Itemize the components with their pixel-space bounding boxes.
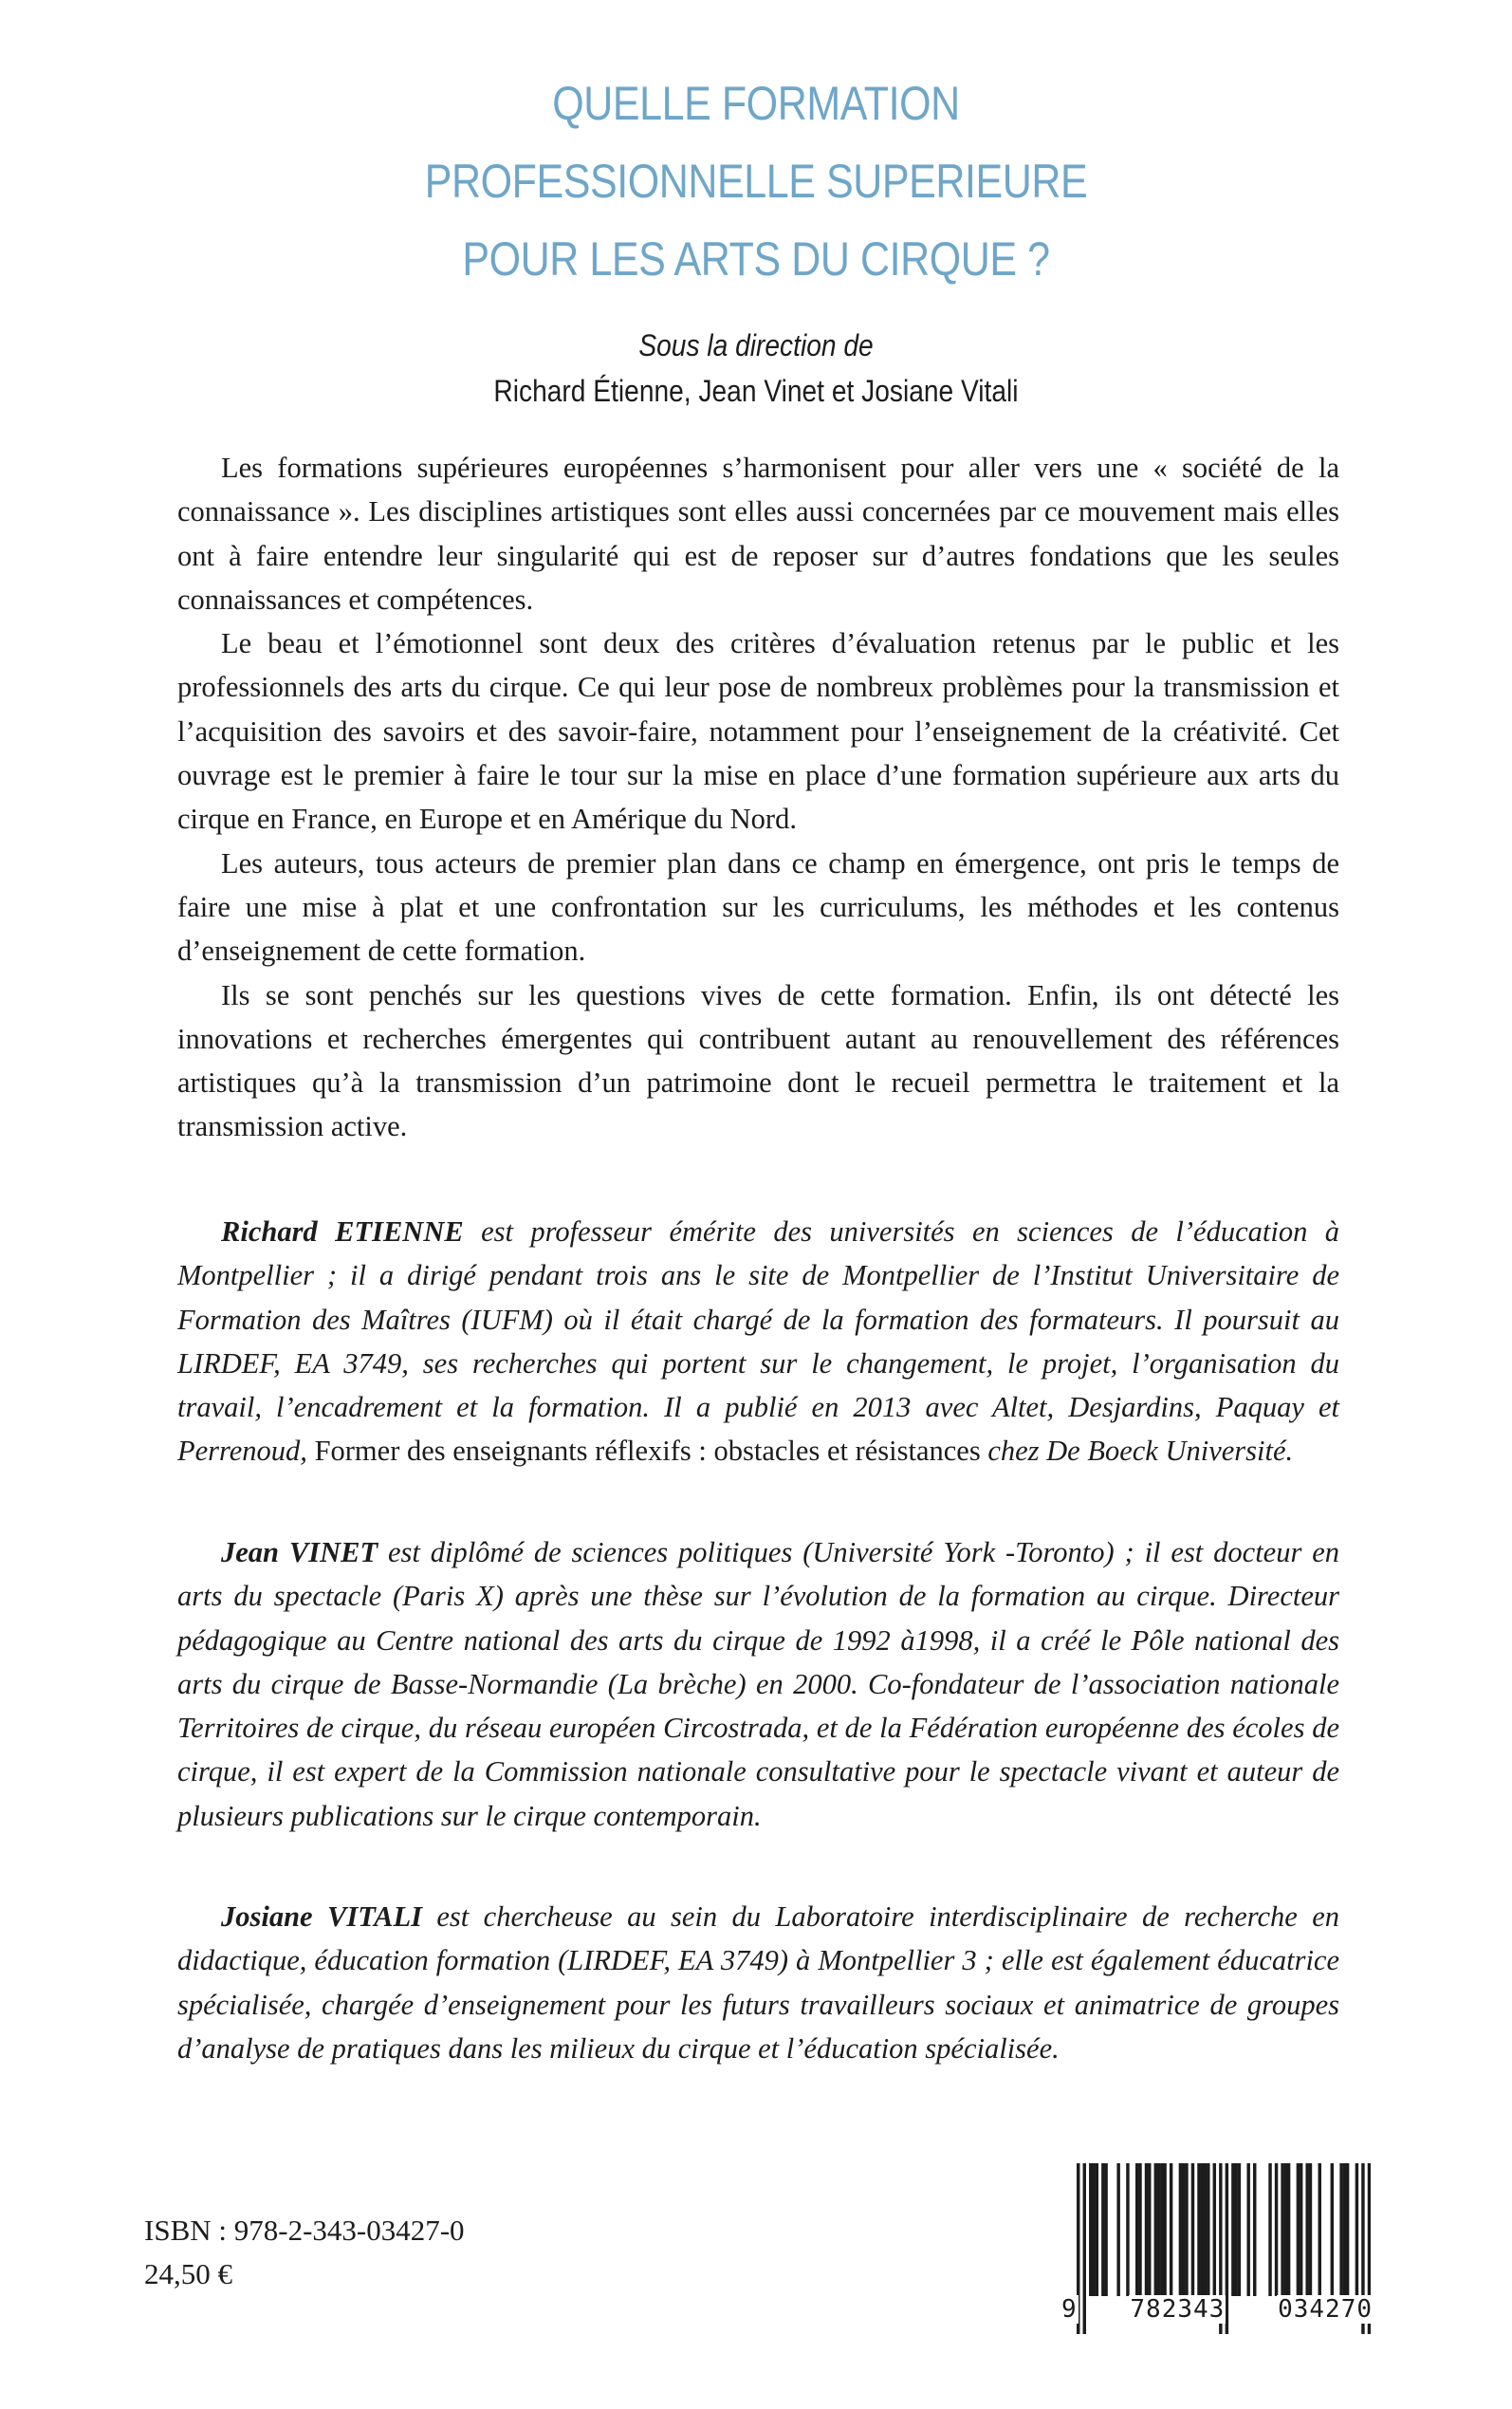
barcode-bar — [1346, 2163, 1349, 2296]
barcode-bar — [1096, 2163, 1098, 2296]
barcode-bar — [1339, 2163, 1342, 2296]
barcode-bar — [1297, 2163, 1300, 2296]
barcode-bar — [1089, 2163, 1092, 2296]
book-title — [106, 65, 1407, 298]
editorial-credit — [91, 323, 1422, 414]
barcode-bar — [1281, 2163, 1283, 2296]
barcode-bar — [1170, 2163, 1172, 2296]
barcode-bar — [1201, 2163, 1204, 2296]
barcode-bar — [1191, 2163, 1194, 2296]
author-bio-vinet — [177, 1530, 1339, 1838]
book-reference-title: Former des enseignants réflexifs : obstacles et résistances — [314, 1435, 981, 1468]
barcode-bar — [1179, 2163, 1182, 2296]
barcode-bar — [1213, 2163, 1216, 2296]
editors: Richard Étienne, Jean Vinet et Josiane Vitali — [493, 374, 1019, 408]
barcode-bar — [1154, 2163, 1157, 2296]
barcode-bar — [1185, 2163, 1188, 2296]
barcode-bar — [1148, 2163, 1151, 2296]
direction-label: Sous la direction de — [638, 328, 874, 362]
barcode-bar — [1331, 2163, 1334, 2296]
author-bio-etienne — [177, 1210, 1339, 1473]
barcode-digits-right: 034270 — [1278, 2295, 1373, 2324]
barcode-digits — [1060, 2295, 1374, 2324]
bio-text: est professeur émérite des universités en sciences de l’éducation à Montpellier ; il a dirigé pendant trois ans le site de Montpellier de l’Institut Universitaire de Formation des Maîtres (IUFM) où il était chargé de la formation des formateurs. Il poursuit au LIRDEF, EA 3749, ses recherches qui portent sur le changement, le projet, l’organisation du travail, l’encadrement et la formation. Il a publié en 2013 avec Altet, Desjardins, Paquay et Perrenoud, — [177, 1215, 1339, 1468]
barcode-bar — [1116, 2163, 1119, 2296]
author-name: Josiane VITALI — [221, 1900, 422, 1933]
barcode-bar — [1231, 2163, 1234, 2296]
barcode-bar — [1318, 2163, 1321, 2296]
barcode-bar — [1101, 2163, 1104, 2296]
summary-paragraph-4: Ils se sont penchés sur les questions vives de cette formation. Enfin, ils ont détecté les innovations et recherches émergentes qui contribuent autant au renouvellement des références artistiques qu’à la transmission d’un patrimoine dont le recueil permettra le traitement et la transmission active. — [177, 978, 1339, 1143]
title-line-3: POUR LES ARTS DU CIRQUE ? — [462, 232, 1050, 286]
summary-paragraph-1: Les formations supérieures européennes s’harmonisent pour aller vers une « société de la connaissance ». Les disciplines artistiques sont elles aussi concernées par ce mouvement mais elles ont à faire entendre leur singularité qui est de reposer sur d’autres fondations que les seules connaissances et compétences. — [177, 452, 1339, 616]
barcode-bar — [1305, 2163, 1308, 2296]
barcode-bar — [1160, 2163, 1163, 2296]
barcode-bar — [1138, 2163, 1141, 2296]
barcode-bar — [1246, 2163, 1249, 2296]
barcode-bar — [1253, 2163, 1256, 2296]
price: 24,50 € — [144, 2257, 232, 2290]
author-bio-vitali — [177, 1895, 1339, 2070]
barcode-bar — [1163, 2163, 1166, 2296]
author-name: Jean VINET — [221, 1536, 378, 1568]
book-summary — [177, 446, 1339, 1149]
barcode-bar — [1355, 2163, 1358, 2296]
barcode-bar — [1207, 2163, 1209, 2296]
barcode-bar — [1275, 2163, 1278, 2296]
barcode-bar — [1287, 2163, 1290, 2296]
barcode-bar — [1284, 2163, 1287, 2296]
author-name: Richard ETIENNE — [221, 1215, 464, 1248]
barcode-bar — [1182, 2163, 1185, 2296]
barcode-bar — [1268, 2163, 1271, 2296]
barcode-bar — [1343, 2163, 1346, 2296]
barcode-bar — [1126, 2163, 1129, 2296]
publication-info — [144, 2209, 465, 2296]
bio-text: est diplômé de sciences politiques (Université York -Toronto) ; il est docteur en arts du spectacle (Paris X) après une thèse sur l’évolution de la formation au cirque. Directeur pédagogique au Centre national des arts du cirque de 1992 à1998, il a créé le Pôle national des arts du cirque de Basse-Normandie (La brèche) en 2000. Co-fondateur de l’association nationale Territoires de cirque, du réseau européen Circostrada, et de la Fédération européenne des écoles de cirque, il est expert de la Commission nationale consultative pour le spectacle vivant et auteur de plusieurs publications sur le cirque contemporain. — [177, 1536, 1339, 1832]
barcode-digits-left: 782343 — [1130, 2295, 1226, 2324]
barcode-bar — [1135, 2163, 1138, 2296]
barcode-bar — [1104, 2163, 1107, 2296]
barcode-bar — [1300, 2163, 1302, 2296]
title-line-2: PROFESSIONNELLE SUPERIEURE — [424, 155, 1088, 208]
barcode-bar — [1145, 2163, 1148, 2296]
title-line-1: QUELLE FORMATION — [552, 77, 960, 130]
bio-text-end: chez De Boeck Université. — [980, 1435, 1294, 1468]
barcode-bar — [1204, 2163, 1207, 2296]
barcode-bar — [1234, 2163, 1237, 2296]
barcode-digit-prefix: 9 — [1061, 2295, 1078, 2324]
barcode-bar — [1238, 2163, 1241, 2296]
barcode-bar — [1092, 2163, 1095, 2296]
isbn: ISBN : 978-2-343-03427-0 — [144, 2214, 465, 2247]
barcode-bar — [1157, 2163, 1160, 2296]
bio-text: est chercheuse au sein du Laboratoire interdisciplinaire de recherche en didactique, éducation formation (LIRDEF, EA 3749) à Montpellier 3 ; elle est également éducatrice spécialisée, chargée d’enseignement pour les futurs travailleurs sociaux et animatrice de groupes d’analyse de pratiques dans les milieux du cirque et l’éducation spécialisée. — [177, 1900, 1339, 2065]
barcode-bar — [1309, 2163, 1312, 2296]
summary-paragraph-3: Les auteurs, tous acteurs de premier plan dans ce champ en émergence, ont pris le temps de faire une mise à plat et une confrontation sur les curriculums, les méthodes et les contenus d’enseignement de cette formation. — [177, 846, 1339, 968]
summary-paragraph-2: Le beau et l’émotionnel sont deux des critères d’évaluation retenus par le public et les professionnels des arts du cirque. Ce qui leur pose de nombreux problèmes pour la transmission et l’acquisition des savoirs et des savoir-faire, notamment pour l’enseignement de la créativité. Cet ouvrage est le premier à faire le tour sur la mise en place d’une formation supérieure aux arts du cirque en France, en Europe et en Amérique du Nord. — [177, 627, 1339, 836]
barcode-bar — [1197, 2163, 1200, 2296]
